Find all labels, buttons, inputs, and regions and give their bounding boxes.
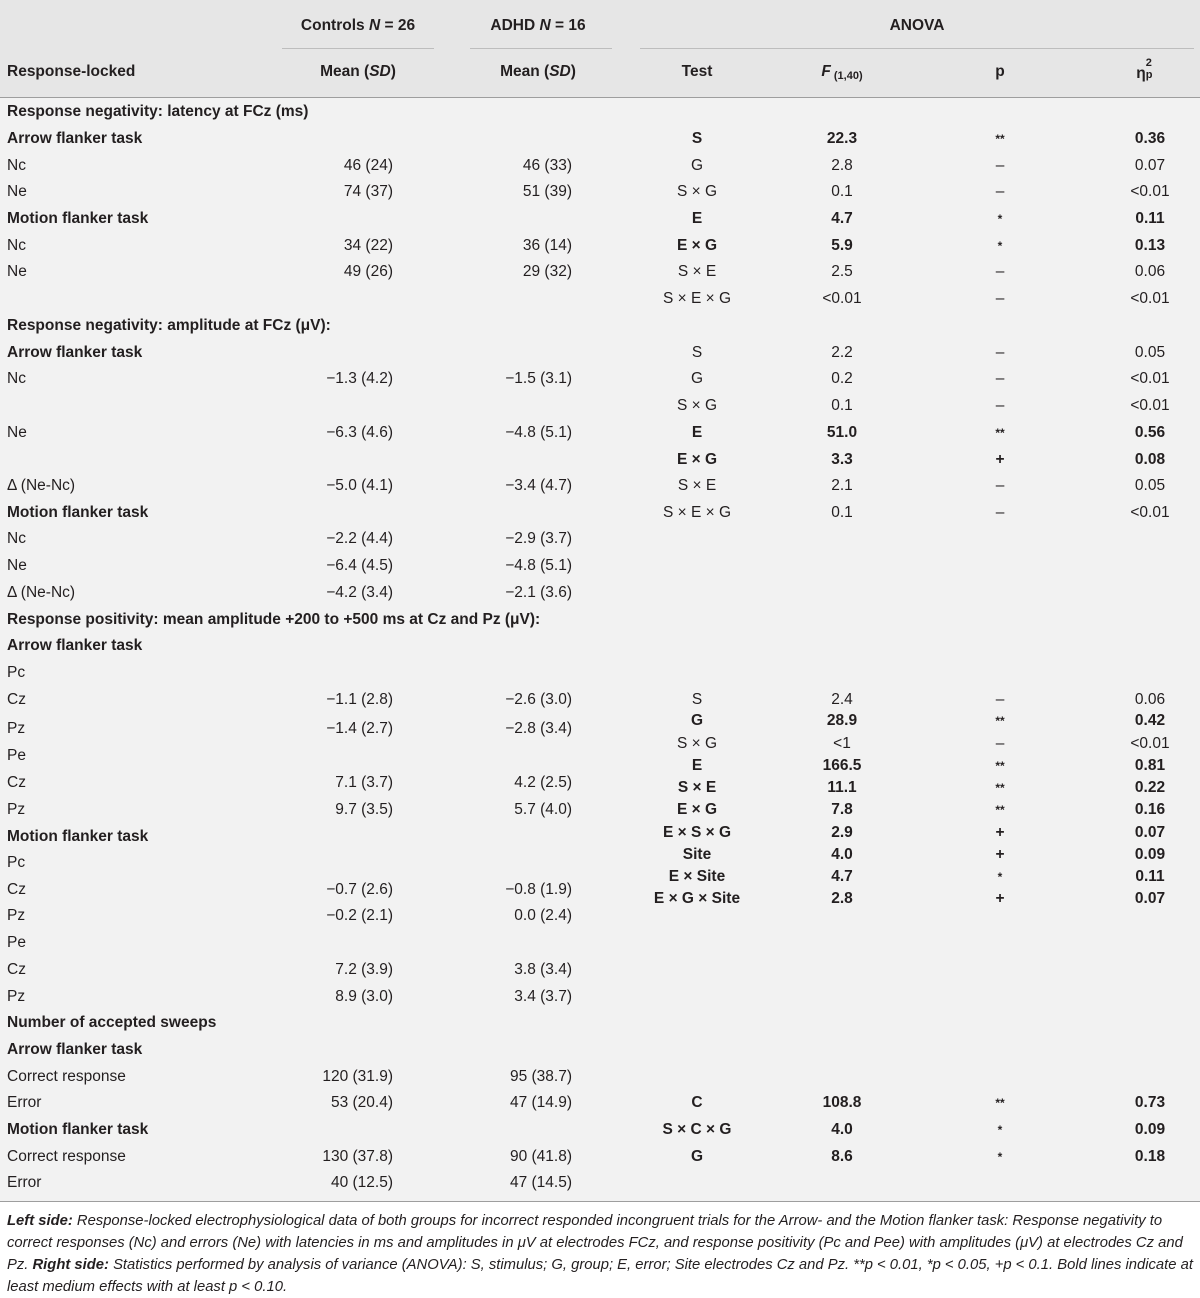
- anova-eta-cell: 0.81: [1134, 757, 1166, 774]
- anova-test-cell: S: [691, 691, 703, 708]
- anova-p-cell: **: [995, 781, 1005, 795]
- anova-p-cell: –: [995, 183, 1005, 200]
- adhd-mean-cell: 95 (38.7): [509, 1068, 572, 1085]
- anova-eta-cell: <0.01: [1130, 504, 1170, 521]
- anova-f-cell: 4.0: [831, 1121, 853, 1138]
- table-body: [0, 98, 1200, 1201]
- controls-group-rule: [282, 48, 434, 49]
- anova-f-cell: 3.3: [831, 451, 853, 468]
- controls-mean-cell: 130 (37.8): [322, 1148, 393, 1165]
- anova-f-cell: 2.8: [831, 890, 853, 907]
- anova-p-cell: +: [995, 846, 1005, 863]
- anova-p-cell: *: [997, 239, 1003, 253]
- anova-p-cell: **: [995, 426, 1005, 440]
- adhd-mean-cell: 47 (14.9): [509, 1094, 572, 1111]
- anova-eta-cell: 0.73: [1134, 1094, 1166, 1111]
- adhd-mean-cell: −2.8 (3.4): [505, 720, 572, 737]
- controls-mean-cell: −4.2 (3.4): [326, 584, 393, 601]
- controls-mean-cell: −1.4 (2.7): [326, 720, 393, 737]
- anova-test-cell: Site: [682, 846, 712, 863]
- anova-eta-cell: 0.36: [1134, 130, 1166, 147]
- row-label: Motion flanker task: [7, 1121, 149, 1138]
- anova-test-cell: S × G: [676, 183, 718, 200]
- controls-mean-cell: 8.9 (3.0): [335, 988, 393, 1005]
- anova-p-cell: **: [995, 132, 1005, 146]
- row-label: Cz: [7, 691, 26, 708]
- controls-mean-cell: −1.1 (2.8): [326, 691, 393, 708]
- row-label: Arrow flanker task: [7, 637, 143, 654]
- anova-p-cell: **: [995, 1096, 1005, 1110]
- controls-mean-cell: 7.1 (3.7): [335, 774, 393, 791]
- test-header: Test: [681, 63, 713, 80]
- row-label: Arrow flanker task: [7, 130, 143, 147]
- anova-test-cell: G: [690, 157, 704, 174]
- anova-eta-cell: <0.01: [1130, 290, 1170, 307]
- anova-p-cell: +: [995, 890, 1005, 907]
- table-footnote: Left side: Response-locked electrophysiological data of both groups for incorrect responded incongruent trials for the Arrow- and the Motion flanker task: Response negativity to correct responses (Nc) and errors (Ne) with latencies in ms and amplitudes in μV at electrodes FCz, and response positivity (Pc and Pee) with amplitudes (μV) at electrodes Cz and Pz. Right side: Statistics performed by analysis of variance (ANOVA): S, stimulus; G, group; E, error; Site electrodes Cz and Pz. **p < 0.01, *p < 0.05, +p < 0.1. Bold lines indicate at least medium effects with at least p < 0.10.: [7, 1213, 1193, 1295]
- adhd-mean-cell: 36 (14): [522, 237, 572, 254]
- anova-test-cell: S × G: [676, 735, 718, 752]
- p-header: p: [995, 63, 1005, 80]
- anova-test-cell: G: [690, 712, 704, 729]
- row-label: Ne: [7, 424, 27, 441]
- controls-mean-cell: −2.2 (4.4): [326, 530, 393, 547]
- controls-mean-cell: 49 (26): [343, 263, 393, 280]
- adhd-mean-cell: −0.8 (1.9): [505, 881, 572, 898]
- adhd-mean-cell: 51 (39): [522, 183, 572, 200]
- anova-eta-cell: 0.05: [1134, 477, 1166, 494]
- row-label: Pz: [7, 907, 26, 924]
- row-label: Cz: [7, 881, 26, 898]
- anova-test-cell: S: [691, 130, 703, 147]
- row-label: Δ (Ne-Nc): [7, 584, 76, 601]
- row-label: Arrow flanker task: [7, 1041, 143, 1058]
- anova-test-cell: S × E × G: [662, 290, 732, 307]
- controls-mean-cell: 120 (31.9): [322, 1068, 393, 1085]
- eta-squared-header: η 2 p: [1136, 57, 1153, 82]
- anova-p-cell: –: [995, 735, 1005, 752]
- anova-p-cell: –: [995, 290, 1005, 307]
- anova-f-cell: 4.7: [831, 210, 853, 227]
- anova-p-cell: –: [995, 157, 1005, 174]
- anova-test-cell: E × S × G: [662, 824, 732, 841]
- anova-eta-cell: 0.07: [1134, 890, 1166, 907]
- anova-test-cell: E × G × Site: [653, 890, 741, 907]
- row-label: Pc: [7, 854, 26, 871]
- adhd-mean-cell: −4.8 (5.1): [505, 557, 572, 574]
- anova-p-cell: *: [997, 1123, 1003, 1137]
- row-label: Error: [7, 1174, 42, 1191]
- anova-eta-cell: <0.01: [1130, 397, 1170, 414]
- anova-p-cell: **: [995, 759, 1005, 773]
- row-label: Nc: [7, 370, 26, 387]
- anova-test-cell: G: [690, 370, 704, 387]
- anova-test-cell: E × Site: [668, 868, 726, 885]
- anova-eta-cell: 0.56: [1134, 424, 1166, 441]
- controls-mean-cell: −0.7 (2.6): [326, 881, 393, 898]
- anova-p-cell: +: [995, 824, 1005, 841]
- adhd-mean-cell: −2.6 (3.0): [505, 691, 572, 708]
- adhd-mean-cell: 90 (41.8): [509, 1148, 572, 1165]
- anova-f-cell: 0.1: [831, 397, 853, 414]
- row-label: Pz: [7, 801, 26, 818]
- controls-mean-cell: 34 (22): [343, 237, 393, 254]
- anova-p-cell: –: [995, 344, 1005, 361]
- anova-eta-cell: 0.22: [1134, 779, 1166, 796]
- controls-mean-cell: 40 (12.5): [330, 1174, 393, 1191]
- row-label: Error: [7, 1094, 42, 1111]
- anova-p-cell: **: [995, 803, 1005, 817]
- anova-p-cell: *: [997, 870, 1003, 884]
- anova-p-cell: –: [995, 477, 1005, 494]
- anova-test-cell: E: [691, 210, 703, 227]
- anova-f-cell: 7.8: [831, 801, 853, 818]
- row-label: Ne: [7, 183, 27, 200]
- controls-mean-cell: −1.3 (4.2): [326, 370, 393, 387]
- anova-test-cell: S × C × G: [662, 1121, 732, 1138]
- controls-mean-cell: 53 (20.4): [330, 1094, 393, 1111]
- anova-group-rule: [640, 48, 1194, 49]
- adhd-mean-cell: 5.7 (4.0): [514, 801, 572, 818]
- anova-test-cell: S × E × G: [662, 504, 732, 521]
- controls-mean-cell: 9.7 (3.5): [335, 801, 393, 818]
- anova-p-cell: –: [995, 504, 1005, 521]
- row-label: Cz: [7, 774, 26, 791]
- anova-p-cell: **: [995, 714, 1005, 728]
- anova-f-cell: 51.0: [826, 424, 858, 441]
- adhd-mean-cell: 0.0 (2.4): [514, 907, 572, 924]
- anova-eta-cell: 0.06: [1134, 263, 1166, 280]
- adhd-mean-cell: −2.9 (3.7): [505, 530, 572, 547]
- anova-f-cell: 0.1: [831, 504, 853, 521]
- anova-eta-cell: 0.05: [1134, 344, 1166, 361]
- anova-p-cell: +: [995, 451, 1005, 468]
- anova-p-cell: –: [995, 263, 1005, 280]
- row-label: Ne: [7, 557, 27, 574]
- anova-f-cell: 2.8: [831, 157, 853, 174]
- row-label: Ne: [7, 263, 27, 280]
- anova-eta-cell: 0.13: [1134, 237, 1166, 254]
- row-label: Δ (Ne-Nc): [7, 477, 76, 494]
- anova-eta-cell: <0.01: [1130, 183, 1170, 200]
- anova-f-cell: 4.7: [831, 868, 853, 885]
- adhd-group-rule: [470, 48, 612, 49]
- row-label: Nc: [7, 157, 26, 174]
- controls-mean-cell: 7.2 (3.9): [335, 961, 393, 978]
- row-label: Response negativity: amplitude at FCz (μV):: [7, 317, 331, 334]
- anova-p-cell: –: [995, 691, 1005, 708]
- anova-f-cell: 11.1: [827, 779, 857, 796]
- row-label: Pc: [7, 664, 26, 681]
- anova-test-cell: C: [691, 1094, 703, 1111]
- row-label: Arrow flanker task: [7, 344, 143, 361]
- anova-eta-cell: <0.01: [1130, 735, 1170, 752]
- table-header: [0, 0, 1200, 98]
- anova-f-cell: 5.9: [831, 237, 853, 254]
- anova-f-cell: 2.1: [831, 477, 853, 494]
- f-statistic-header: F (1,40): [821, 63, 863, 82]
- controls-mean-cell: −0.2 (2.1): [326, 907, 393, 924]
- anova-test-cell: E × G: [676, 801, 718, 818]
- anova-eta-cell: 0.18: [1134, 1148, 1166, 1165]
- adhd-mean-cell: −3.4 (4.7): [505, 477, 572, 494]
- header-bottom-rule: [0, 97, 1200, 98]
- anova-f-cell: <0.01: [822, 290, 862, 307]
- adhd-mean-cell: −4.8 (5.1): [505, 424, 572, 441]
- anova-f-cell: 108.8: [822, 1094, 862, 1111]
- anova-p-cell: *: [997, 212, 1003, 226]
- anova-p-cell: –: [995, 397, 1005, 414]
- row-label: Pz: [7, 988, 26, 1005]
- adhd-mean-cell: 47 (14.5): [509, 1174, 572, 1191]
- anova-p-cell: –: [995, 370, 1005, 387]
- controls-mean-cell: 74 (37): [343, 183, 393, 200]
- row-label: Pz: [7, 720, 26, 737]
- anova-test-cell: E: [691, 424, 703, 441]
- row-label: Motion flanker task: [7, 210, 149, 227]
- anova-test-cell: S × E: [677, 779, 717, 796]
- adhd-group-header: ADHD N = 16: [490, 17, 586, 34]
- row-label: Pe: [7, 934, 26, 951]
- anova-f-cell: <1: [833, 735, 851, 752]
- anova-f-cell: 2.4: [831, 691, 853, 708]
- row-label: Cz: [7, 961, 26, 978]
- anova-eta-cell: 0.07: [1134, 157, 1166, 174]
- row-label: Nc: [7, 237, 26, 254]
- anova-p-cell: *: [997, 1150, 1003, 1164]
- adhd-mean-header: Mean (SD): [500, 63, 576, 80]
- anova-eta-cell: 0.09: [1134, 846, 1166, 863]
- adhd-mean-cell: −2.1 (3.6): [505, 584, 572, 601]
- anova-f-cell: 2.5: [831, 263, 853, 280]
- anova-test-cell: E × G: [676, 237, 718, 254]
- adhd-mean-cell: 4.2 (2.5): [514, 774, 572, 791]
- row-label: Nc: [7, 530, 26, 547]
- controls-mean-cell: −6.3 (4.6): [326, 424, 393, 441]
- anova-test-cell: S: [691, 344, 703, 361]
- anova-f-cell: 2.2: [831, 344, 853, 361]
- row-label: Pe: [7, 747, 26, 764]
- anova-eta-cell: 0.06: [1134, 691, 1166, 708]
- row-label: Motion flanker task: [7, 504, 149, 521]
- row-label: Motion flanker task: [7, 828, 149, 845]
- anova-f-cell: 22.3: [826, 130, 858, 147]
- anova-group-header: ANOVA: [889, 17, 945, 34]
- controls-group-header: Controls N = 26: [300, 17, 416, 34]
- adhd-mean-cell: 3.8 (3.4): [514, 961, 572, 978]
- adhd-mean-cell: −1.5 (3.1): [505, 370, 572, 387]
- anova-test-cell: E: [691, 757, 703, 774]
- adhd-mean-cell: 46 (33): [522, 157, 572, 174]
- anova-f-cell: 0.2: [831, 370, 853, 387]
- table-bottom-rule: [0, 1201, 1200, 1202]
- anova-f-cell: 2.9: [831, 824, 853, 841]
- adhd-mean-cell: 29 (32): [522, 263, 572, 280]
- row-label: Response negativity: latency at FCz (ms): [7, 103, 309, 120]
- anova-eta-cell: 0.11: [1135, 210, 1165, 227]
- controls-mean-header: Mean (SD): [320, 63, 396, 80]
- anova-f-cell: 4.0: [831, 846, 853, 863]
- row-label: Correct response: [7, 1068, 126, 1085]
- anova-f-cell: 8.6: [831, 1148, 853, 1165]
- anova-eta-cell: 0.42: [1134, 712, 1166, 729]
- controls-mean-cell: −6.4 (4.5): [326, 557, 393, 574]
- controls-mean-cell: −5.0 (4.1): [326, 477, 393, 494]
- anova-test-cell: S × E: [677, 263, 717, 280]
- anova-test-cell: S × E: [677, 477, 717, 494]
- row-label: Number of accepted sweeps: [7, 1014, 217, 1031]
- anova-eta-cell: 0.09: [1134, 1121, 1166, 1138]
- anova-test-cell: E × G: [676, 451, 718, 468]
- anova-eta-cell: 0.11: [1135, 868, 1165, 885]
- anova-f-cell: 166.5: [822, 757, 862, 774]
- adhd-mean-cell: 3.4 (3.7): [514, 988, 572, 1005]
- response-locked-header: Response-locked: [7, 63, 136, 80]
- anova-eta-cell: 0.08: [1134, 451, 1166, 468]
- anova-f-cell: 28.9: [826, 712, 858, 729]
- anova-test-cell: S × G: [676, 397, 718, 414]
- anova-test-cell: G: [690, 1148, 704, 1165]
- anova-eta-cell: 0.07: [1134, 824, 1166, 841]
- row-label: Correct response: [7, 1148, 126, 1165]
- anova-eta-cell: 0.16: [1134, 801, 1166, 818]
- anova-eta-cell: <0.01: [1130, 370, 1170, 387]
- anova-f-cell: 0.1: [831, 183, 853, 200]
- controls-mean-cell: 46 (24): [343, 157, 393, 174]
- row-label: Response positivity: mean amplitude +200 to +500 ms at Cz and Pz (μV):: [7, 611, 541, 628]
